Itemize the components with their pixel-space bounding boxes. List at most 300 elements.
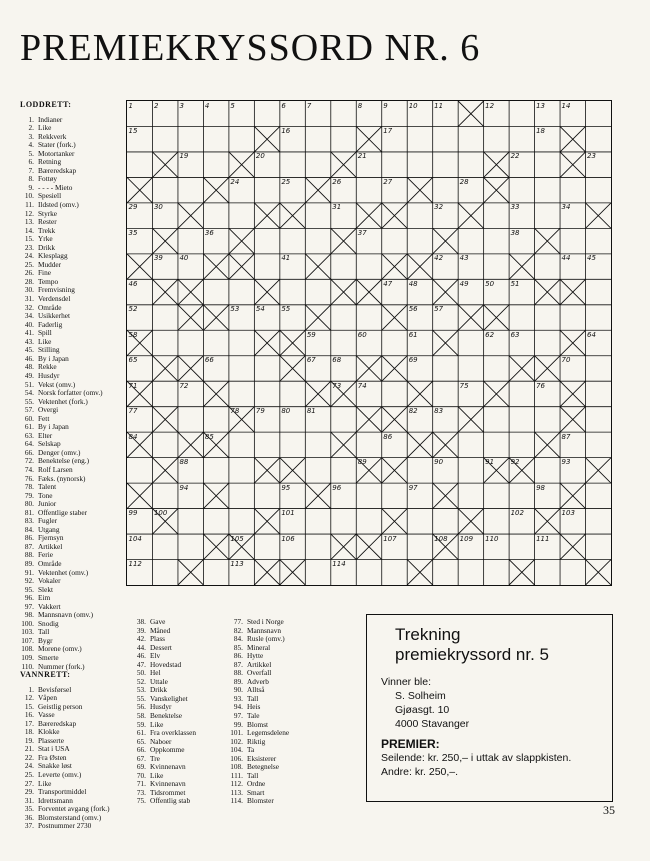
clue-text: Mudder <box>38 259 62 269</box>
cell-number: 10 <box>408 101 418 110</box>
blocked-cell <box>229 254 254 279</box>
clue-number: 36. <box>24 812 34 822</box>
clue-text: Tall <box>247 770 259 780</box>
clue-text: Transportmiddel <box>38 787 87 797</box>
cell-number: 62 <box>485 330 495 339</box>
clue-number: 95. <box>24 584 34 594</box>
winner-street: Gjøasgt. 10 <box>395 704 450 716</box>
blocked-cell <box>407 177 432 202</box>
cell-number: 63 <box>510 330 520 339</box>
blocked-cell <box>280 560 305 585</box>
blocked-cell <box>356 407 381 432</box>
cell-number: 38 <box>510 228 520 237</box>
cell-number: 53 <box>230 305 240 314</box>
blocked-cell <box>382 509 407 534</box>
cell-number: 102 <box>510 509 524 518</box>
clue-text: Smerte <box>38 653 59 662</box>
blocked-cell <box>356 534 381 559</box>
blocked-cell <box>203 381 228 406</box>
clue-text: Rekkverk <box>38 131 67 141</box>
clue-number: 66. <box>136 745 146 755</box>
page-title: PREMIEKRYSSORD NR. 6 <box>20 27 481 69</box>
blocked-cell <box>203 254 228 279</box>
clue-number: 6. <box>28 157 34 167</box>
cell-number: 32 <box>434 203 444 212</box>
clue-item <box>20 822 110 831</box>
clue-number: 103. <box>21 627 34 637</box>
prizes-heading: PREMIER: <box>381 737 440 751</box>
clue-number: 46. <box>24 353 34 363</box>
clue-text: Bevisførsel <box>38 684 72 694</box>
clue-number: 34. <box>24 311 34 321</box>
clue-text: Ta <box>247 745 255 755</box>
cell-number: 114 <box>332 560 346 569</box>
cell-number: 49 <box>459 279 469 288</box>
blocked-cell <box>254 330 279 355</box>
clue-number: 13. <box>24 217 34 227</box>
cell-number: 107 <box>383 534 397 543</box>
clue-number: 61. <box>136 728 146 738</box>
blocked-cell <box>560 483 585 508</box>
clue-text: Tidsrommet <box>150 787 186 797</box>
clue-number: 18. <box>24 727 34 737</box>
blocked-cell <box>382 356 407 381</box>
blocked-cell <box>586 458 611 483</box>
clue-number: 1. <box>28 684 34 694</box>
clue-text: Drikk <box>38 242 56 252</box>
clue-text: Like <box>38 778 52 788</box>
blocked-cell <box>433 279 458 304</box>
clue-text: Stat i USA <box>38 744 70 754</box>
clue-number: 71. <box>136 779 146 789</box>
blocked-cell <box>331 534 356 559</box>
clue-text: Snodig <box>38 618 59 628</box>
page-number: 35 <box>603 803 615 817</box>
clue-text: Betegnelse <box>247 762 280 772</box>
clue-text: Elter <box>38 430 53 440</box>
clue-number: 100. <box>21 618 34 628</box>
clue-text: Ildsted (omv.) <box>38 200 79 210</box>
cell-number: 84 <box>128 432 138 441</box>
clue-number: 14. <box>24 225 34 235</box>
clue-number: 85. <box>233 642 243 652</box>
cell-number: 98 <box>536 483 545 492</box>
cell-number: 4 <box>204 101 210 110</box>
blocked-cell <box>560 279 585 304</box>
clue-text: Blomster <box>247 796 274 806</box>
clue-text: By i Japan <box>38 353 69 363</box>
blocked-cell <box>458 203 483 228</box>
clue-text: Like <box>38 123 52 133</box>
clue-number: 88. <box>24 550 34 560</box>
cell-number: 112 <box>128 560 142 569</box>
cell-number: 109 <box>459 534 474 543</box>
blocked-cell <box>152 407 177 432</box>
winner-city: 4000 Stavanger <box>395 718 470 730</box>
blocked-cell <box>382 254 407 279</box>
clue-number: 87. <box>233 659 243 669</box>
blocked-cell <box>178 305 203 330</box>
clue-number: 1. <box>28 114 34 124</box>
clue-number: 110. <box>21 661 34 671</box>
clue-number: 51. <box>24 379 34 389</box>
blocked-cell <box>560 152 585 177</box>
clue-text: Mannsnavn <box>247 625 282 635</box>
clue-text: Legemsdelene <box>247 728 290 738</box>
clue-text: Geistlig person <box>38 701 83 711</box>
clue-text: Drikk <box>150 685 168 695</box>
clue-number: 8. <box>28 174 34 184</box>
clue-number: 111. <box>230 770 243 780</box>
cell-number: 24 <box>230 177 240 186</box>
clue-text: Ferie <box>38 550 53 560</box>
cell-number: 110 <box>485 534 499 543</box>
blocked-cell <box>203 305 228 330</box>
clue-number: 91. <box>24 567 34 577</box>
clue-text: Tone <box>38 490 53 500</box>
cell-number: 88 <box>179 458 189 467</box>
blocked-cell <box>178 560 203 585</box>
blocked-cell <box>280 458 305 483</box>
clue-number: 107. <box>21 635 34 645</box>
clue-number: 40. <box>24 319 34 329</box>
clue-text: Blomst <box>247 719 269 729</box>
cell-number: 52 <box>128 305 138 314</box>
cell-number: 65 <box>128 356 138 365</box>
blocked-cell <box>254 458 279 483</box>
blocked-cell <box>254 126 279 151</box>
clue-text: Styrke <box>38 208 58 218</box>
cell-number: 26 <box>332 177 342 186</box>
clue-number: 19. <box>24 735 34 745</box>
clue-text: Kvinnenavn <box>150 762 186 772</box>
clue-text: Denger (omv.) <box>38 447 81 457</box>
blocked-cell <box>356 126 381 151</box>
blocked-cell <box>509 356 534 381</box>
blocked-cell <box>458 509 483 534</box>
cell-number: 28 <box>459 177 469 186</box>
blocked-cell <box>356 279 381 304</box>
clue-number: 65. <box>136 736 146 746</box>
clue-number: 113. <box>230 787 243 797</box>
clue-text: Mannsnavn (omv.) <box>38 610 94 620</box>
cell-number: 48 <box>408 279 418 288</box>
blocked-cell <box>331 432 356 457</box>
clue-text: Plasserte <box>38 735 64 745</box>
cell-number: 96 <box>332 483 342 492</box>
clue-number: 5. <box>28 148 34 158</box>
clue-number: 28. <box>24 276 34 286</box>
clue-text: Rekke <box>38 362 57 372</box>
cell-number: 11 <box>434 101 444 110</box>
cell-number: 61 <box>408 330 418 339</box>
down-clue-list <box>20 116 103 672</box>
cell-number: 40 <box>179 254 189 263</box>
cell-number: 91 <box>485 458 495 467</box>
clue-text: Vakkert <box>38 601 61 611</box>
clue-text: Fjernsyn <box>38 533 64 543</box>
cell-number: 20 <box>255 152 265 161</box>
clue-number: 10. <box>24 191 34 201</box>
clue-number: 42. <box>136 634 146 644</box>
blocked-cell <box>229 152 254 177</box>
blocked-cell <box>560 126 585 151</box>
blocked-cell <box>254 203 279 228</box>
clue-number: 27. <box>24 778 34 788</box>
clue-text: Yrke <box>38 234 53 244</box>
clue-number: 4. <box>28 140 34 150</box>
clue-number: 24. <box>24 251 34 261</box>
blocked-cell <box>535 509 560 534</box>
clue-number: 108. <box>21 644 34 654</box>
cell-number: 27 <box>383 177 393 186</box>
crossword-grid[interactable] <box>126 100 612 586</box>
clue-number: 97. <box>24 601 34 611</box>
cell-number: 35 <box>128 228 138 237</box>
clue-number: 84. <box>233 634 243 644</box>
clue-text: Leverte (omv.) <box>38 770 82 780</box>
blocked-cell <box>535 432 560 457</box>
cell-number: 111 <box>536 534 550 543</box>
blocked-cell <box>152 356 177 381</box>
clue-number: 16. <box>24 710 34 720</box>
clue-number: 83. <box>24 516 34 526</box>
cell-number: 50 <box>485 279 495 288</box>
clue-text: Husdyr <box>38 370 60 380</box>
clue-number: 73. <box>136 787 146 797</box>
prize-senders: Seilende: kr. 250,– i uttak av slappkisten. <box>381 752 572 764</box>
blocked-cell <box>433 228 458 253</box>
clue-text: Fine <box>38 268 51 278</box>
clue-number: 74. <box>24 464 34 474</box>
cell-number: 113 <box>230 560 244 569</box>
cell-number: 103 <box>561 509 575 518</box>
clue-number: 15. <box>24 234 34 244</box>
clue-number: 67. <box>136 753 146 763</box>
clue-text: Fugler <box>38 516 58 526</box>
cell-number: 81 <box>306 407 316 416</box>
blocked-cell <box>331 228 356 253</box>
blocked-cell <box>152 228 177 253</box>
clue-number: 49. <box>24 370 34 380</box>
cell-number: 3 <box>179 101 184 110</box>
cell-number: 54 <box>255 305 265 314</box>
cell-number: 56 <box>408 305 418 314</box>
cell-number: 8 <box>357 101 363 110</box>
blocked-cell <box>203 177 228 202</box>
clue-item <box>229 797 289 806</box>
clue-text: Idrettsmann <box>38 795 73 805</box>
cell-number: 42 <box>434 254 444 263</box>
clue-text: Oppkomme <box>150 745 185 755</box>
clue-text: Klokke <box>38 727 60 737</box>
cell-number: 69 <box>408 356 418 365</box>
clue-number: 94. <box>233 702 243 712</box>
clue-number: 114. <box>230 796 243 806</box>
clue-number: 55. <box>136 693 146 703</box>
draw-title <box>395 625 598 665</box>
clue-number: 108. <box>230 762 243 772</box>
clue-number: 25. <box>24 259 34 269</box>
clue-number: 43. <box>24 336 34 346</box>
clue-number: 60. <box>24 413 34 423</box>
cell-number: 87 <box>561 432 571 441</box>
cell-number: 66 <box>204 356 214 365</box>
clue-text: Vasse <box>38 710 55 720</box>
clue-text: Fæks. (nynorsk) <box>38 473 86 483</box>
blocked-cell <box>560 330 585 355</box>
draw-title-line-2: premiekryssord nr. 5 <box>395 645 549 664</box>
clue-number: 25. <box>24 770 34 780</box>
blocked-cell <box>152 152 177 177</box>
cell-number: 7 <box>306 101 312 110</box>
clue-number: 109. <box>21 653 34 662</box>
blocked-cell <box>127 177 152 202</box>
down-heading: LODDRETT: <box>20 100 72 109</box>
cell-number: 44 <box>561 254 571 263</box>
clue-number: 12. <box>24 693 34 703</box>
cell-number: 58 <box>128 330 138 339</box>
clue-text: Rusle (omv.) <box>247 634 285 644</box>
clue-text: Hovedstad <box>150 659 182 669</box>
clue-number: 9. <box>28 182 34 192</box>
blocked-cell <box>229 228 254 253</box>
blocked-cell <box>382 203 407 228</box>
clue-text: Vanskelighet <box>150 693 188 703</box>
clue-number: 7. <box>28 165 34 175</box>
winner-label: Vinner ble: <box>381 676 432 688</box>
blocked-cell <box>178 356 203 381</box>
blocked-cell <box>382 458 407 483</box>
clue-text: Elv <box>150 651 161 661</box>
cell-number: 59 <box>306 330 316 339</box>
cell-number: 104 <box>128 534 142 543</box>
cell-number: 57 <box>434 305 444 314</box>
clue-number: 23. <box>24 242 34 252</box>
clue-number: 30. <box>24 285 34 295</box>
clue-number: 21. <box>24 744 34 754</box>
cell-number: 75 <box>459 381 469 390</box>
clue-text: Morene (omv.) <box>38 644 82 654</box>
clue-text: Måned <box>150 625 171 635</box>
blocked-cell <box>305 381 330 406</box>
cell-number: 15 <box>128 126 138 135</box>
clue-number: 32. <box>24 302 34 312</box>
clue-number: 89. <box>233 676 243 686</box>
cell-number: 72 <box>179 381 189 390</box>
clue-number: 69. <box>136 762 146 772</box>
clue-number: 104. <box>230 745 243 755</box>
clue-number: 41. <box>24 328 34 338</box>
blocked-cell <box>305 177 330 202</box>
clue-item <box>132 797 196 806</box>
blocked-cell <box>382 305 407 330</box>
cell-number: 21 <box>357 152 367 161</box>
clue-number: 75. <box>136 796 146 806</box>
blocked-cell <box>484 177 509 202</box>
blocked-cell <box>280 203 305 228</box>
blocked-cell <box>560 534 585 559</box>
clue-number: 84. <box>24 524 34 534</box>
clue-number: 90. <box>233 685 243 695</box>
cell-number: 108 <box>434 534 448 543</box>
blocked-cell <box>407 560 432 585</box>
cell-number: 67 <box>306 356 316 365</box>
clue-number: 3. <box>28 131 34 141</box>
clue-text: Overgi <box>38 405 59 415</box>
clue-number: 77. <box>233 617 243 626</box>
clue-number: 64. <box>24 439 34 449</box>
clue-number: 39. <box>136 625 146 635</box>
cell-number: 73 <box>332 381 342 390</box>
cell-number: 43 <box>459 254 469 263</box>
blocked-cell <box>560 407 585 432</box>
cell-number: 76 <box>536 381 545 390</box>
blocked-cell <box>407 432 432 457</box>
blocked-cell <box>280 330 305 355</box>
clue-text: Snakke løst <box>38 761 72 771</box>
cell-number: 39 <box>153 254 163 263</box>
cell-number: 34 <box>561 203 571 212</box>
clue-text: Bæreredskap <box>38 165 77 175</box>
blocked-cell <box>254 560 279 585</box>
clue-text: Fra Østen <box>38 752 67 762</box>
clue-text: Vektenhet (fork.) <box>38 396 88 406</box>
clue-text: Tall <box>247 693 259 703</box>
clue-text: Vektenhet (omv.) <box>38 567 89 577</box>
clue-number: 47. <box>136 659 146 669</box>
cell-number: 5 <box>230 101 235 110</box>
blocked-cell <box>509 560 534 585</box>
clue-number: 76. <box>24 473 34 483</box>
clue-text: Spesiell <box>38 191 62 201</box>
clue-number: 56. <box>136 702 146 712</box>
clue-text: Uttale <box>150 676 168 686</box>
clue-number: 52. <box>136 676 146 686</box>
clue-number: 38. <box>136 617 146 626</box>
clue-text: Eksisterer <box>247 753 277 763</box>
cell-number: 37 <box>357 228 367 237</box>
cell-number: 78 <box>230 407 240 416</box>
cell-number: 89 <box>357 458 367 467</box>
clue-text: Alltså <box>247 685 265 695</box>
clue-text: Heis <box>247 702 261 712</box>
blocked-cell <box>127 483 152 508</box>
clue-number: 57. <box>24 405 34 415</box>
clue-text: Naboer <box>150 736 172 746</box>
clue-number: 50. <box>136 668 146 678</box>
cell-number: 95 <box>281 483 291 492</box>
cell-number: 23 <box>587 152 596 161</box>
clue-text: Fra overklassen <box>150 728 196 738</box>
clue-number: 72. <box>24 456 34 466</box>
clue-text: Bæreredskap <box>38 718 77 728</box>
cell-number: 80 <box>281 407 291 416</box>
blocked-cell <box>458 101 483 126</box>
clue-text: Offentlige staber <box>38 507 88 517</box>
clue-number: 88. <box>233 668 243 678</box>
clue-text: Tall <box>38 627 50 637</box>
clue-number: 86. <box>24 533 34 543</box>
blocked-cell <box>152 458 177 483</box>
clue-text: Adverb <box>247 676 269 686</box>
cell-number: 47 <box>383 279 393 288</box>
blocked-cell <box>458 407 483 432</box>
blocked-cell <box>152 279 177 304</box>
across-clue-list-1 <box>20 686 110 831</box>
cell-number: 74 <box>357 381 367 390</box>
clue-number: 98. <box>24 610 34 620</box>
